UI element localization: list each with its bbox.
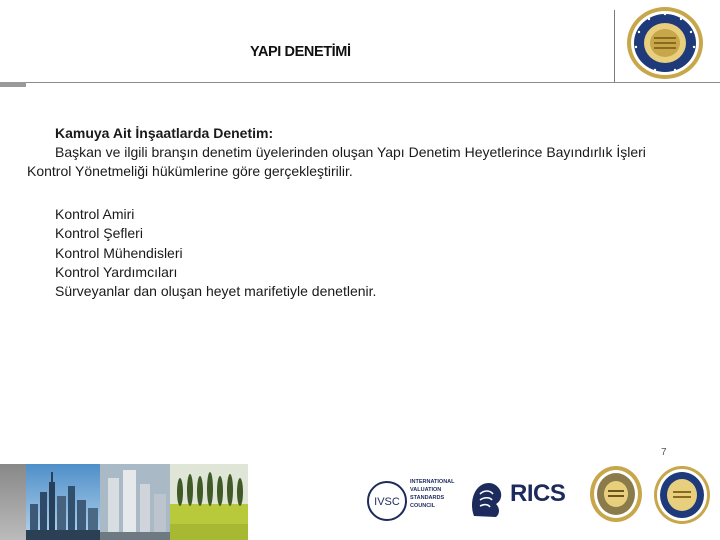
ankara-university-seal-icon [624, 4, 706, 82]
header-divider [26, 82, 720, 83]
logo-divider [614, 10, 615, 82]
list-item: Kontrol Şefleri [55, 225, 143, 242]
ivsc-abbr: IVSC [374, 496, 400, 508]
university-seal-icon [588, 464, 644, 524]
list-item: Sürveyanlar dan oluşan heyet marifetiyle denetlenir. [55, 283, 377, 300]
list-item: Kontrol Amiri [55, 206, 135, 222]
content-block [27, 124, 667, 181]
city-skyline-photo [26, 464, 100, 540]
rics-logo-text: RICS [510, 480, 566, 507]
list-item: Kontrol Yardımcıları [55, 263, 178, 280]
rics-lion-icon [466, 476, 506, 520]
footer-accent [0, 464, 26, 540]
page-number: 7 [661, 447, 667, 458]
header-accent [0, 82, 26, 87]
tree-row-landscape-photo [170, 464, 248, 540]
ivsc-logo-icon [366, 478, 408, 524]
ankara-university-seal-icon [652, 464, 712, 526]
list-item: Kontrol Mühendisleri [55, 244, 183, 261]
content-heading: Kamuya Ait İnşaatlarda Denetim: [55, 125, 274, 141]
construction-towers-photo [100, 464, 170, 540]
ivsc-name: INTERNATIONAL VALUATION STANDARDS COUNCIL [410, 479, 455, 509]
slide-title: YAPI DENETİMİ [250, 44, 351, 60]
inspection-staff-list [55, 205, 376, 301]
content-paragraph: Başkan ve ilgili branşın denetim üyelerinden oluşan Yapı Denetim Heyetlerince Bayındırlık İşleri Kontrol Yönetmeliği hükümlerine göre gerçekleştirilir. [27, 144, 646, 179]
footer-banner [0, 464, 720, 540]
